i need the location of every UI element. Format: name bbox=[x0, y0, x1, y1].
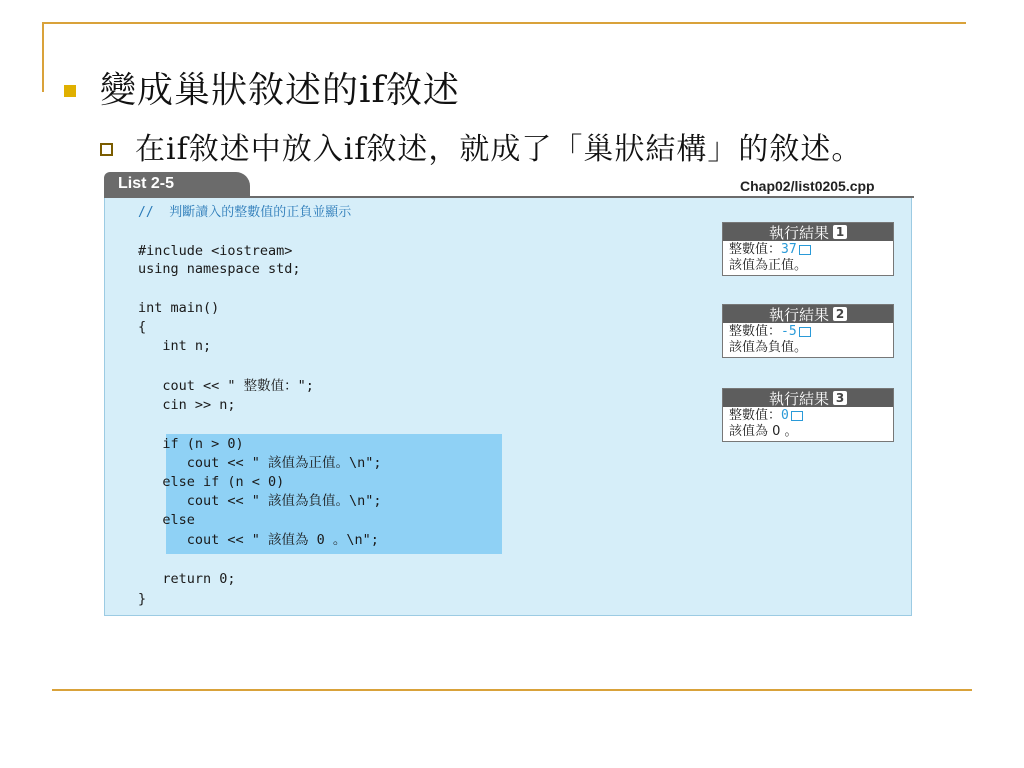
run-result-body bbox=[723, 241, 893, 275]
code-line: int main() bbox=[138, 300, 220, 316]
code-comment: // 判斷讀入的整數值的正負並顯示 bbox=[138, 205, 352, 220]
code-line: else bbox=[138, 512, 195, 528]
run-result-title: 執行結果 bbox=[768, 305, 829, 324]
code-line: } bbox=[138, 591, 147, 607]
run-result-title: 執行結果 bbox=[768, 389, 829, 408]
run-result-header bbox=[723, 223, 893, 241]
code-line: cout << " 該值為負值。\n"; bbox=[138, 493, 382, 509]
slide-subtitle: 在if敘述中放入if敘述，就成了「巢狀結構」的敘述。 bbox=[135, 132, 863, 167]
run-result-header bbox=[723, 305, 893, 323]
run-result-number: 3 bbox=[833, 391, 847, 405]
code-line: cout << " 該值為正值。\n"; bbox=[138, 455, 382, 471]
listing-label: List 2-5 bbox=[118, 175, 175, 192]
run-result-3 bbox=[722, 388, 894, 442]
subtitle-row bbox=[100, 124, 862, 168]
run-result-body bbox=[723, 323, 893, 357]
code-line: using namespace std; bbox=[138, 261, 301, 277]
prompt-text: 整數值： bbox=[729, 324, 782, 339]
run-result-body bbox=[723, 407, 893, 441]
input-value: -5 bbox=[781, 324, 797, 339]
run-result-1 bbox=[722, 222, 894, 276]
run-result-number: 1 bbox=[833, 225, 847, 239]
code-line: return 0; bbox=[138, 571, 236, 587]
input-value: 37 bbox=[781, 242, 797, 257]
enter-key-icon bbox=[791, 411, 803, 421]
run-result-header bbox=[723, 389, 893, 407]
hollow-square-bullet-icon bbox=[100, 143, 113, 156]
top-rule bbox=[42, 22, 966, 24]
title-row bbox=[64, 64, 460, 110]
bottom-rule bbox=[52, 689, 972, 691]
code-line: #include <iostream> bbox=[138, 243, 293, 259]
code-line: cout << " 該值為 0 。\n"; bbox=[138, 532, 379, 548]
prompt-text: 整數值： bbox=[729, 408, 782, 423]
code-line: int n; bbox=[138, 338, 212, 354]
output-text: 該值為正值。 bbox=[729, 258, 808, 273]
output-text: 該值為負值。 bbox=[729, 340, 808, 355]
code-line: if (n > 0) bbox=[138, 436, 244, 452]
run-result-number: 2 bbox=[833, 307, 847, 321]
code-line: cin >> n; bbox=[138, 397, 236, 413]
listing-tab bbox=[104, 172, 250, 198]
enter-key-icon bbox=[799, 245, 811, 255]
code-line: { bbox=[138, 319, 147, 335]
code-line: cout << " 整數值："; bbox=[138, 378, 314, 394]
prompt-text: 整數值： bbox=[729, 242, 782, 257]
listing-file-path: Chap02/list0205.cpp bbox=[740, 178, 875, 194]
input-value: 0 bbox=[781, 408, 789, 423]
slide-title: 變成巢狀敘述的if敘述 bbox=[100, 69, 460, 111]
output-text: 該值為 0 。 bbox=[729, 424, 798, 439]
left-rule bbox=[42, 22, 44, 92]
run-result-title: 執行結果 bbox=[768, 223, 829, 242]
square-bullet-icon bbox=[64, 85, 76, 97]
run-result-2 bbox=[722, 304, 894, 358]
enter-key-icon bbox=[799, 327, 811, 337]
code-line: else if (n < 0) bbox=[138, 474, 285, 490]
